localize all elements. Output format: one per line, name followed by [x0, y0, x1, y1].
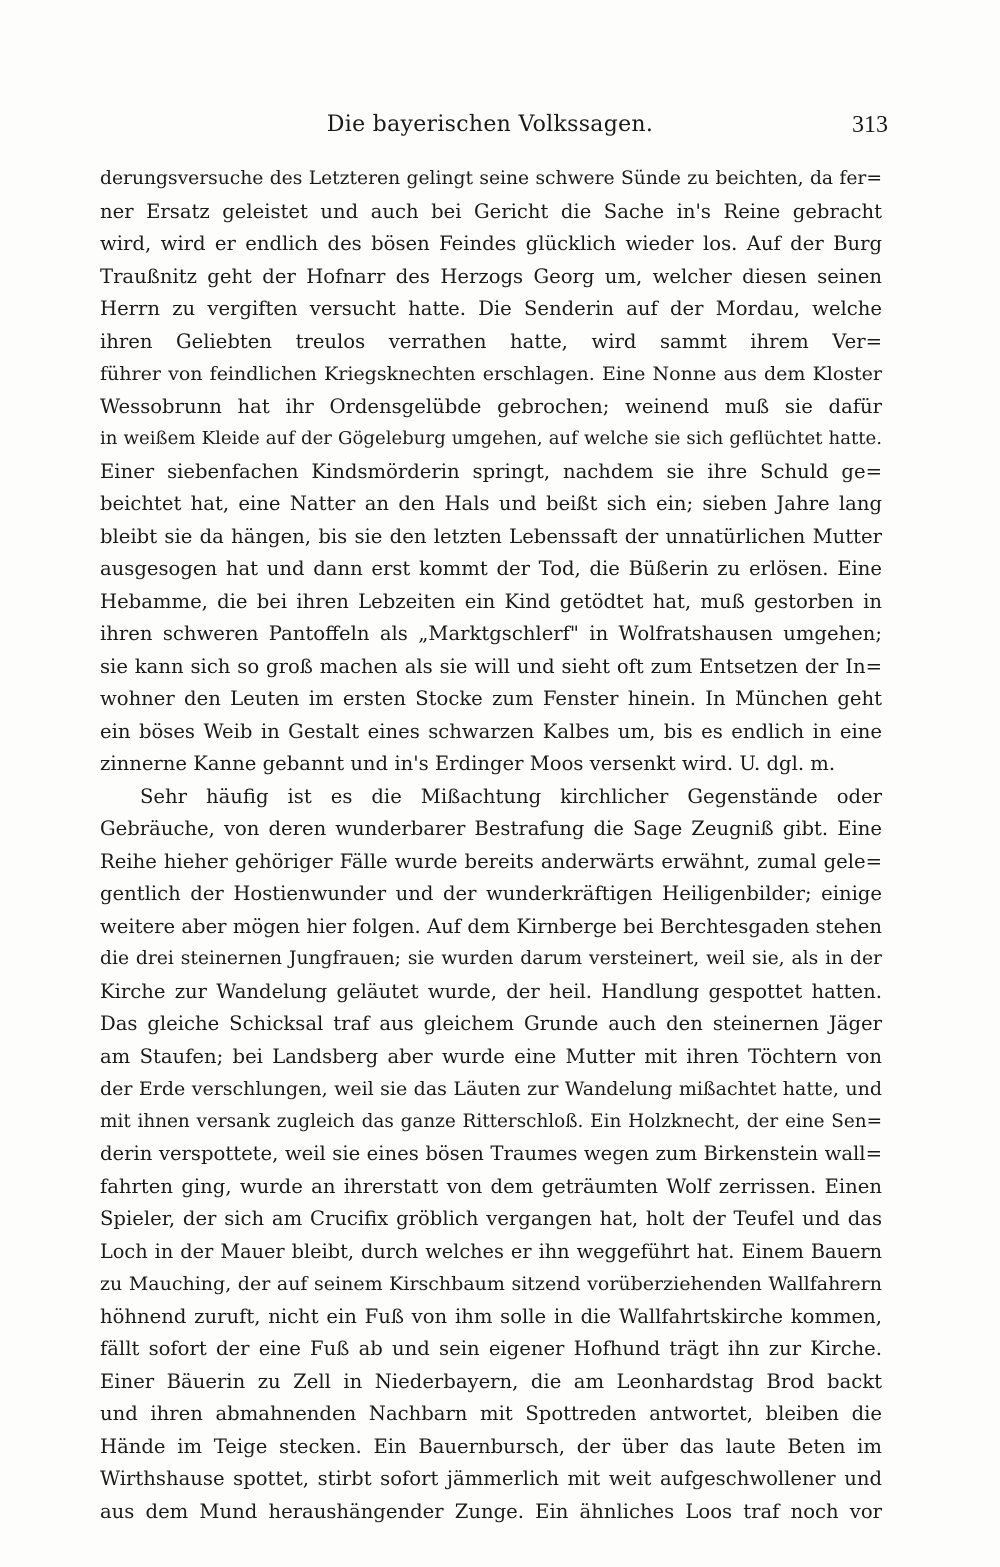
- text-line: derungsversuche des Letzteren gelingt seine schwere Sünde zu beichten, da fer=: [100, 168, 882, 189]
- text-line: zu Mauching, der auf seinem Kirschbaum sitzend vorüberziehenden Wallfahrern: [100, 1273, 882, 1295]
- page-number: 313: [852, 112, 888, 138]
- text-line: bleibt sie da hängen, bis sie den letzten Lebenssaft der unnatürlichen Mutter: [100, 524, 882, 548]
- text-line: weitere aber mögen hier folgen. Auf dem Kirnberge bei Berchtesgaden stehen: [100, 914, 882, 938]
- text-line: Einer siebenfachen Kindsmörderin springt, nachdem sie ihre Schuld ge=: [100, 459, 882, 483]
- text-line: Gebräuche, von deren wunderbarer Bestrafung die Sage Zeugniß gibt. Eine: [100, 817, 882, 840]
- text-line: führer von feindlichen Kriegsknechten erschlagen. Eine Nonne aus dem Kloster: [100, 363, 882, 385]
- text-line: aus dem Mund heraushängender Zunge. Ein ähnliches Loos traf noch vor: [100, 1499, 882, 1523]
- text-line: beichtet hat, eine Natter an den Hals und beißt sich ein; sieben Jahre lang: [100, 492, 882, 515]
- text-line: Traußnitz geht der Hofnarr des Herzogs Georg um, welcher diesen seinen: [100, 264, 882, 288]
- text-line: der Erde verschlungen, weil sie das Läuten zur Wandelung mißachtet hatte, und: [100, 1078, 882, 1100]
- text-line: sie kann sich so groß machen als sie will und sieht oft zum Entsetzen der In=: [100, 654, 882, 678]
- text-line: ner Ersatz geleistet und auch bei Gericht die Sache in's Reine gebracht: [100, 199, 882, 223]
- text-line: derin verspottete, weil sie eines bösen Traumes wegen zum Birkenstein wall=: [100, 1142, 882, 1165]
- text-line: Einer Bäuerin zu Zell in Niederbayern, die am Leonhardstag Brod backt: [100, 1369, 882, 1393]
- text-line: die drei steinernen Jungfrauen; sie wurden darum versteinert, weil sie, als in der: [100, 948, 882, 969]
- running-title: Die bayerischen Volkssagen.: [326, 112, 654, 137]
- text-line: Reihe hieher gehöriger Fälle wurde bereits anderwärts erwähnt, zumal gele=: [100, 849, 882, 873]
- text-line: Sehr häufig ist es die Mißachtung kirchlicher Gegenstände oder: [140, 784, 882, 808]
- text-line: ihren schweren Pantoffeln als „Marktgschlerf" in Wolfratshausen umgehen;: [100, 622, 882, 645]
- text-line: Hände im Teige stecken. Ein Bauernbursch, der über das laute Beten im: [100, 1434, 882, 1458]
- text-line: Loch in der Mauer bleibt, durch welches er ihn weggeführt hat. Einem Bauern: [100, 1239, 882, 1263]
- text-line: wohner den Leuten im ersten Stocke zum Fenster hinein. In München geht: [100, 687, 882, 710]
- body-text: [100, 163, 882, 1528]
- text-line: ihren Geliebten treulos verrathen hatte, wird sammt ihrem Ver=: [100, 329, 882, 353]
- text-line: fahrten ging, wurde an ihrerstatt von dem geträumten Wolf zerrissen. Einen: [100, 1174, 882, 1198]
- text-line: Spieler, der sich am Crucifix gröblich vergangen hat, holt der Teufel und das: [100, 1207, 882, 1230]
- text-line: wird, wird er endlich des bösen Feindes glücklich wieder los. Auf der Burg: [100, 232, 882, 255]
- text-line: Herrn zu vergiften versucht hatte. Die Senderin auf der Mordau, welche: [100, 297, 882, 320]
- text-line: Das gleiche Schicksal traf aus gleichem Grunde auch den steinernen Jäger: [100, 1012, 882, 1035]
- text-line: am Staufen; bei Landsberg aber wurde eine Mutter mit ihren Töchtern von: [100, 1044, 882, 1068]
- text-line: in weißem Kleide auf der Gögeleburg umgehen, auf welche sie sich geflüchtet hatte.: [100, 428, 882, 449]
- text-line: zinnerne Kanne gebannt und in's Erdinger Moos versenkt wird. U. dgl. m.: [100, 752, 836, 775]
- text-line: höhnend zuruft, nicht ein Fuß von ihm solle in die Wallfahrtskirche kommen,: [100, 1304, 882, 1328]
- text-line: ein böses Weib in Gestalt eines schwarzen Kalbes um, bis es endlich in eine: [100, 719, 882, 743]
- text-line: Kirche zur Wandelung geläutet wurde, der heil. Handlung gespottet hatten.: [100, 979, 882, 1003]
- text-line: Wessobrunn hat ihr Ordensgelübde gebrochen; weinend muß sie dafür: [100, 394, 882, 418]
- text-line: Hebamme, die bei ihren Lebzeiten ein Kind getödtet hat, muß gestorben in: [100, 589, 882, 613]
- text-line: gentlich der Hostienwunder und der wunderkräftigen Heiligenbilder; einige: [100, 882, 882, 905]
- text-line: und ihren abmahnenden Nachbarn mit Spottreden antwortet, bleiben die: [100, 1402, 882, 1425]
- text-line: ausgesogen hat und dann erst kommt der Tod, die Büßerin zu erlösen. Eine: [100, 557, 882, 580]
- running-header: [100, 112, 888, 146]
- text-line: Wirthshause spottet, stirbt sofort jämmerlich mit weit aufgeschwollener und: [100, 1467, 882, 1490]
- text-line: mit ihnen versank zugleich das ganze Ritterschloß. Ein Holzknecht, der eine Sen=: [100, 1110, 882, 1132]
- text-line: fällt sofort der eine Fuß ab und sein eigener Hofhund trägt ihn zur Kirche.: [100, 1337, 882, 1360]
